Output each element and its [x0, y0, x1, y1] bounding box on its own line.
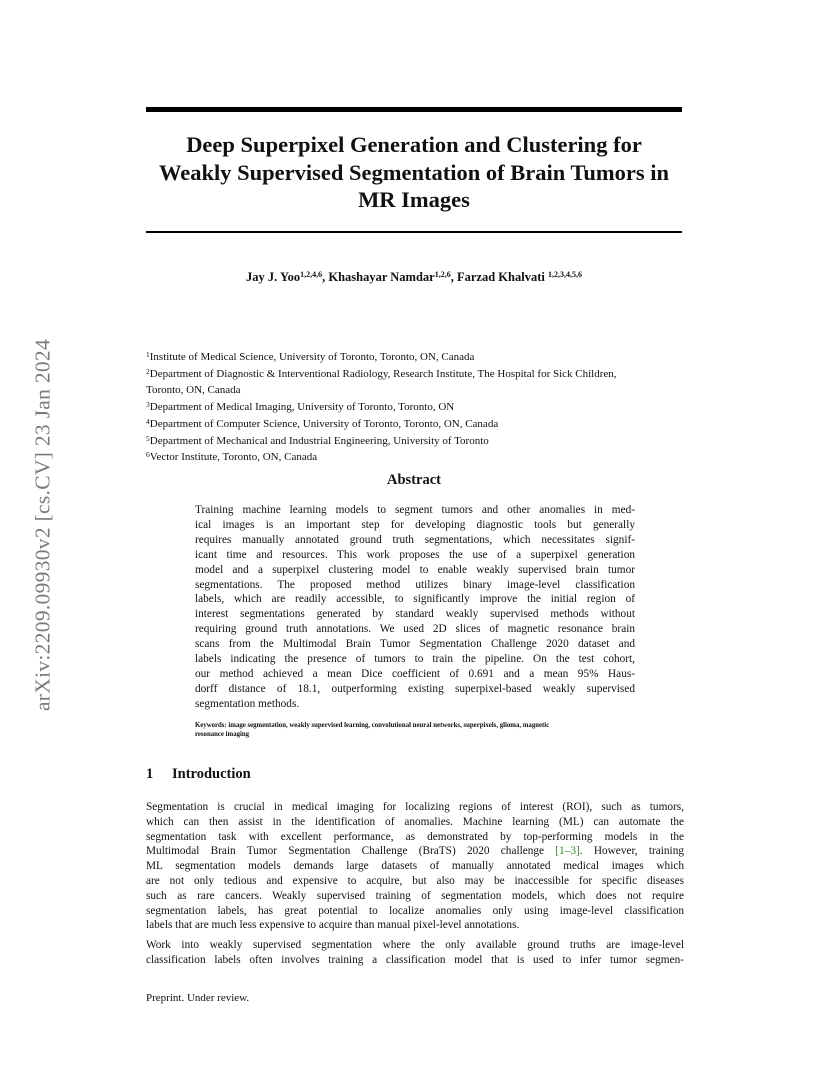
- affiliation-item: [146, 381, 686, 398]
- affiliation-item: [146, 415, 686, 432]
- keywords-line: resonance imaging: [195, 731, 250, 738]
- affiliation-item: [146, 348, 686, 365]
- title-line: MR Images: [358, 187, 470, 212]
- paper-title: [146, 131, 682, 214]
- paragraph-line: Segmentation is crucial in medical imaging for localizing regions of interest (ROI), such as tumors,: [146, 801, 684, 813]
- abstract-body: [195, 503, 635, 712]
- abstract-line: Training machine learning models to segment tumors and other anomalies in med-: [195, 504, 635, 516]
- line-text: . However, training: [579, 845, 684, 858]
- affiliation-item: [146, 448, 686, 465]
- paragraph-line: classification labels often involves training a classification model that is used to infer tumor segmen-: [146, 953, 684, 966]
- author-list: [146, 270, 682, 285]
- line-text: Multimodal Brain Tumor Segmentation Challenge (BraTS) 2020 challenge: [146, 845, 556, 858]
- footer-note: Preprint. Under review.: [146, 992, 250, 1004]
- arxiv-stamp: arXiv:2209.09930v2 [cs.CV] 23 Jan 2024: [30, 338, 55, 712]
- paragraph-line: labels that are much less expensive to acquire than manual pixel-level annotations.: [146, 919, 520, 932]
- author-name: Jay J. Yoo: [246, 270, 301, 284]
- title-line: Deep Superpixel Generation and Clustering for: [186, 132, 642, 157]
- affiliation-number: 2: [146, 366, 150, 376]
- author-separator: ,: [322, 270, 329, 284]
- affiliation-number: 3: [146, 400, 150, 410]
- abstract-heading: Abstract: [387, 472, 441, 488]
- paragraph-line: are not only tedious and expensive to acquire, but also may be inaccessible for specific diseases: [146, 874, 684, 887]
- abstract-line: dorff distance of 18.1, outperforming existing superpixel-based weakly supervised: [195, 682, 635, 695]
- keywords: [195, 721, 635, 739]
- affiliation-number: 1: [146, 350, 150, 359]
- affiliation-text: Department of Mechanical and Industrial Engineering, University of Toronto: [149, 434, 489, 447]
- affiliation-number: 4: [146, 416, 150, 426]
- abstract-line: icant time and resources. This work proposes the use of a superpixel generation: [195, 548, 635, 561]
- author-name: Khashayar Namdar: [328, 270, 435, 284]
- affiliation-text: Vector Institute, Toronto, ON, Canada: [149, 451, 318, 464]
- affiliation-number: 6: [146, 450, 150, 460]
- abstract-line: labels, which are readily accessible, to significantly improve the initial region of: [195, 593, 635, 606]
- affiliation-item: [146, 432, 686, 449]
- author-separator: ,: [450, 270, 457, 284]
- affiliation-text: Department of Medical Imaging, University of Toronto, Toronto, ON: [149, 401, 455, 414]
- title-top-rule: [146, 107, 682, 112]
- abstract-line: labels indicating the presence of tumors to train the pipeline. On the test cohort,: [195, 653, 635, 666]
- author-affiliation-marks: 1,2,3,4,5,6: [547, 270, 582, 279]
- paragraph-line: [146, 844, 684, 859]
- paragraph-line: Work into weakly supervised segmentation where the only available ground truths are image-level: [146, 939, 684, 951]
- section-title: Introduction: [172, 766, 251, 782]
- abstract-line: our method achieved a mean Dice coefficient of 0.691 and a mean 95% Haus-: [195, 667, 635, 680]
- citation-link[interactable]: [1–3]: [555, 845, 580, 858]
- abstract-line: interest segmentations generated by standard weakly supervised methods without: [195, 608, 635, 621]
- affiliation-number: 5: [146, 433, 150, 443]
- affiliation-item: [146, 365, 686, 382]
- author-name: Farzad Khalvati: [456, 270, 548, 284]
- abstract-line: requiring ground truth annotations. We used 2D slices of magnetic resonance brain: [195, 623, 635, 636]
- section-number: 1: [146, 766, 154, 782]
- abstract-line: segmentation methods.: [195, 697, 300, 710]
- abstract-line: scans from the Multimodal Brain Tumor Segmentation Challenge 2020 dataset and: [195, 638, 635, 651]
- title-bottom-rule: [146, 231, 682, 233]
- affiliation-text: Department of Diagnostic & Interventional Radiology, Research Institute, The Hospital for Sick Children,: [149, 367, 617, 380]
- affiliation-text: Toronto, ON, Canada: [146, 384, 241, 397]
- paragraph-line: such as rare cancers. Weakly supervised training of segmentation models, which does not require: [146, 889, 684, 902]
- affiliation-text: Department of Computer Science, University of Toronto, Toronto, ON, Canada: [149, 417, 499, 430]
- abstract-line: model and a superpixel clustering model to enable weakly supervised brain tumor: [195, 563, 635, 576]
- affiliation-list: [146, 348, 686, 465]
- paragraph-line: which can then assist in the identification of anomalies. Machine learning (ML) can automate the: [146, 815, 684, 828]
- abstract-line: ical images is an important step for developing diagnostic tools but generally: [195, 518, 635, 531]
- abstract-line: segmentations. The proposed method utilizes binary image-level classification: [195, 578, 635, 591]
- author-affiliation-marks: 1,2,4,6: [300, 270, 323, 279]
- paragraph-line: segmentation task with excellent performance, as demonstrated by top-performing models in the: [146, 830, 684, 843]
- intro-paragraph-1: [146, 800, 684, 933]
- section-heading: [146, 766, 251, 783]
- affiliation-item: [146, 398, 686, 415]
- author-affiliation-marks: 1,2,6: [434, 270, 451, 279]
- affiliation-text: Institute of Medical Science, University of Toronto, Toronto, ON, Canada: [149, 351, 475, 363]
- intro-paragraph-2: [146, 938, 684, 968]
- title-line: Weakly Supervised Segmentation of Brain Tumors in: [158, 159, 670, 185]
- keywords-line: Keywords: image segmentation, weakly supervised learning, convolutional neural networks, superpixels, glioma, magnetic: [195, 722, 550, 729]
- paragraph-line: ML segmentation models demands large datasets of manually annotated medical images which: [146, 860, 684, 873]
- paragraph-line: segmentation labels, has great potential to localize anomalies only using image-level classification: [146, 904, 684, 917]
- abstract-line: requires manually annotated ground truth segmentations, which necessitates signif-: [195, 533, 635, 546]
